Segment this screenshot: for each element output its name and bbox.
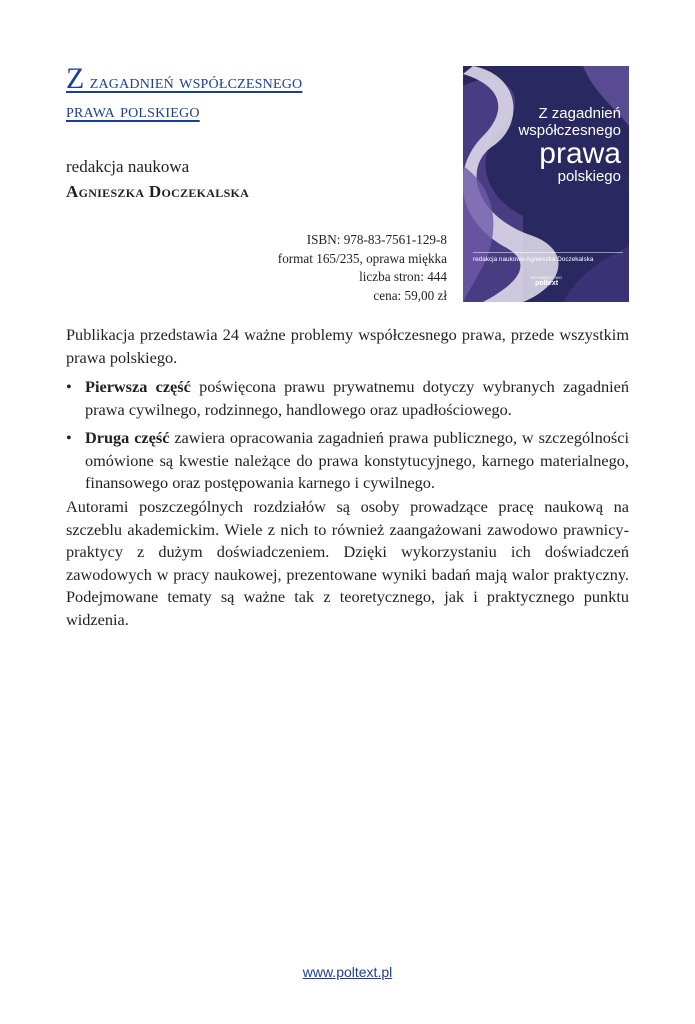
cover-title-line-1: Z zagadnień [538,105,621,122]
book-title-line-1 [66,64,302,97]
cover-title [518,106,621,184]
editor-name: Agnieszka Doczekalska [66,182,250,201]
pages-text: liczba stron: 444 [359,269,447,284]
format-text: format 165/235, oprawa miękka [277,250,447,266]
book-metadata [278,231,447,305]
book-cover-image[interactable] [463,66,629,302]
list-item [66,427,629,495]
cover-publisher-small: WYDAWNICTWO [531,276,563,280]
part-one-label: Pierwsza część [85,377,191,396]
book-title-line-2: prawa polskiego [66,100,200,122]
cover-title-line-4: polskiego [557,168,621,185]
website-link[interactable]: www.poltext.pl [302,964,393,980]
bullet-icon: • [66,428,72,447]
cover-title-line-3: prawa [539,137,621,170]
cover-title-line-2: współczesnego [518,122,621,139]
editor-label: redakcja naukowa [66,157,190,176]
authors-paragraph: Autorami poszczególnych rozdziałów są osoby prowadzące pracę naukową na szczeblu akademickim. Wiele z nich to również zaangażowani zawodowo prawnicy-praktycy z dużym doświadczeniem. Dzięki wykorzystaniu ich doświadczeń zawodowych w pracy naukowej, prezentowane wyniki badań mają walor praktyczny. Podejmowane tematy są ważne tak z teoretycznego, jak i praktycznego punktu widzenia. [66,497,629,629]
part-two-label: Druga część [85,428,170,447]
cover-publisher-logo [531,276,562,287]
isbn-text: ISBN: 978-83-7561-129-8 [306,232,447,247]
cover-publisher-name: poltext [535,280,559,287]
list-item [66,376,629,421]
intro-paragraph: Publikacja przedstawia 24 ważne problemy współczesnego prawa, przede wszystkim prawa polskiego. [66,325,629,367]
title-line-1-rest: zagadnień współczesnego [84,71,303,93]
part-one-text: poświęcona prawu prywatnemu dotyczy wybranych zagadnień prawa cywilnego, rodzinnego, handlowego oraz upadłościowego. [85,377,629,419]
parts-list [66,376,629,501]
title-initial: Z [66,62,85,95]
bullet-icon: • [66,377,72,396]
book-title[interactable] [66,64,302,126]
footer [0,964,695,980]
price-text: cena: 59,00 zł [373,287,447,303]
editor-block [66,154,249,204]
cover-editor-line: redakcja naukowa Agnieszka Doczekalska [473,252,623,263]
part-two-text: zawiera opracowania zagadnień prawa publicznego, w szczególności omówione są kwestie należące do prawa konstytucyjnego, karnego materialnego, finansowego oraz postępowania karnego i cywilnego. [85,428,629,492]
